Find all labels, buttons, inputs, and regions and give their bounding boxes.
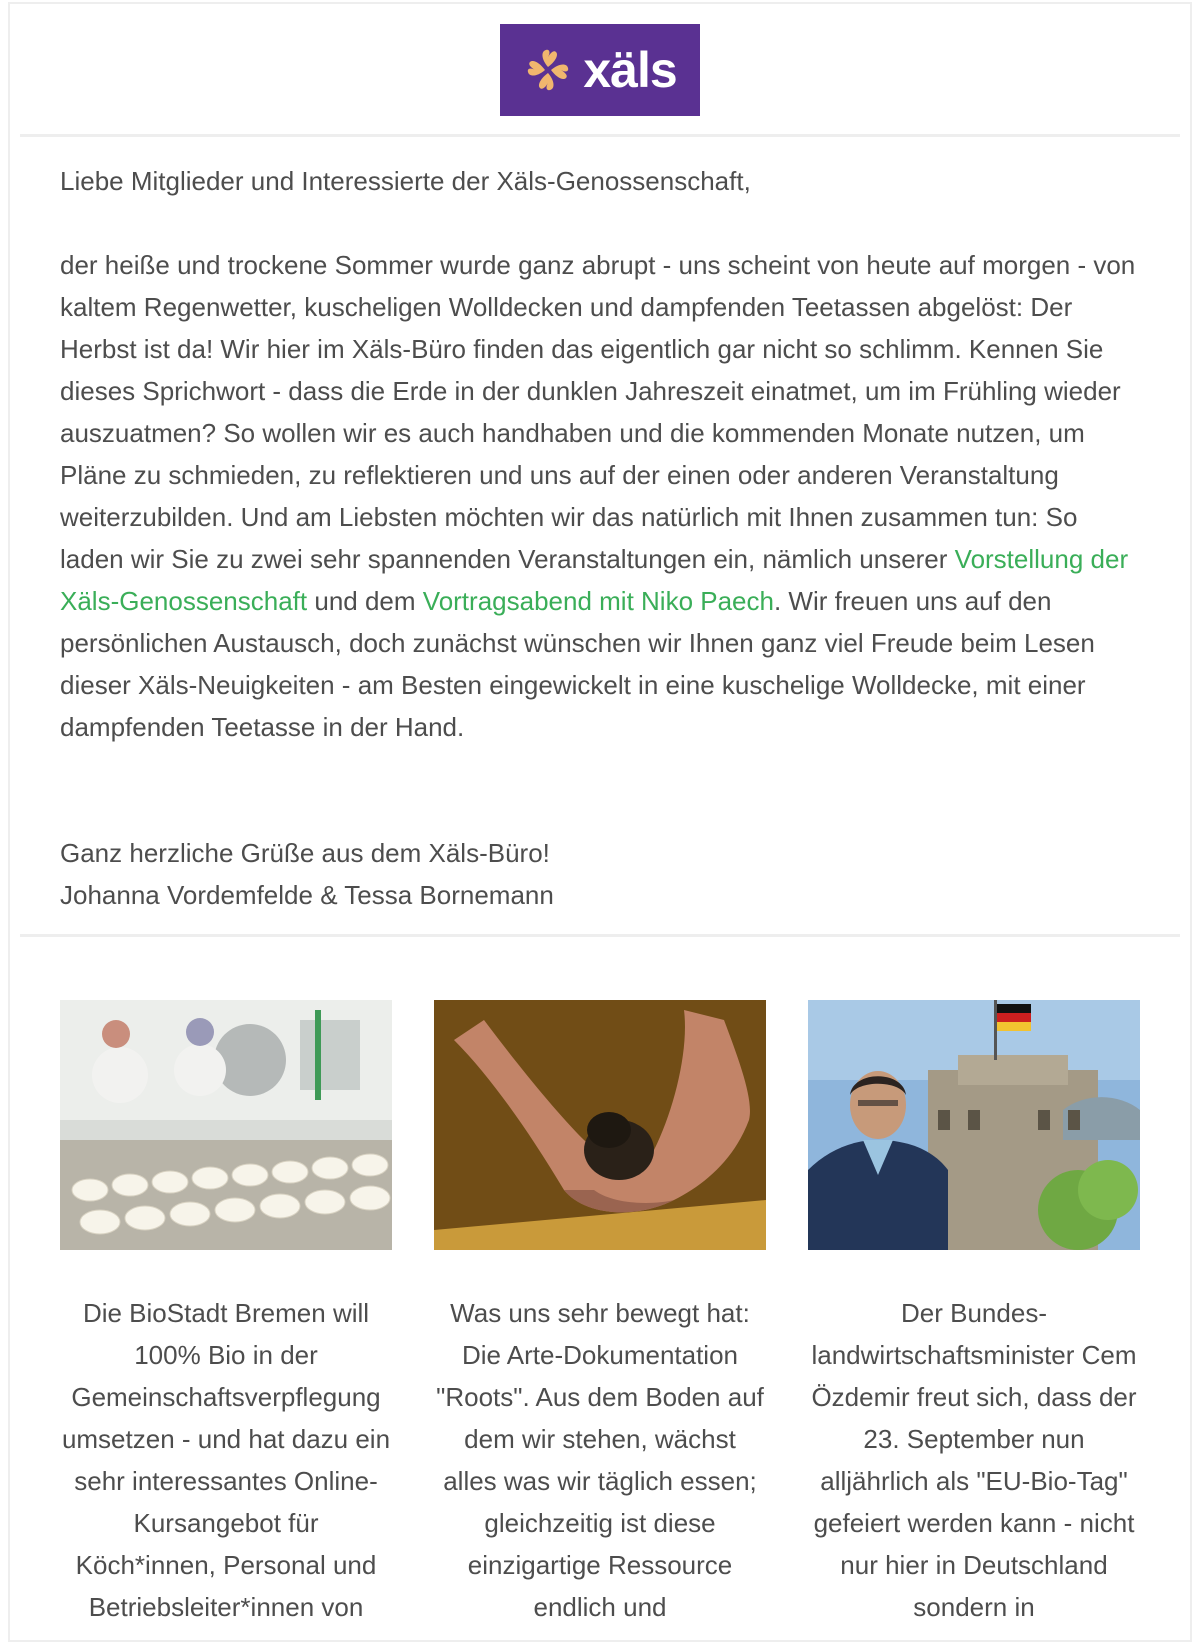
letter-greeting: Liebe Mitglieder und Interessierte der Xäls-Genossenschaft, bbox=[60, 166, 751, 196]
article-text: Der Bundes-landwirtschaftsminister Cem Özdemir freut sich, dass der 23. September nun alljährlich als "EU-Bio-Tag" gefeiert werden kann - nicht nur hier in Deutschland sondern in bbox=[811, 1298, 1137, 1622]
hands-soil-photo[interactable] bbox=[434, 1000, 766, 1250]
body-text-2: und dem bbox=[307, 586, 423, 616]
sign-greeting: Ganz herzliche Grüße aus dem Xäls-Büro! bbox=[60, 838, 550, 868]
article-card-eu-bio-tag bbox=[808, 1000, 1140, 1628]
body-text-1: der heiße und trockene Sommer wurde ganz abrupt - uns scheint von heute auf morgen - von kaltem Regenwetter, kuscheligen Wolldecken und dampfenden Teetassen abgelöst: Der Herbst ist da! Wir hier im Xäls-Büro finden das eigentlich gar nicht so schlimm. Kennen Sie dieses Sprichwort - dass die Erde in der dunklen Jahreszeit einatmet, um im Frühling wieder auszuatmen? So wollen wir es auch handhaben und die kommenden Monate nutzen, um Pläne zu schmieden, zu reflektieren und uns auf der einen oder anderen Veranstaltung weiterzubilden. Und am Liebsten möchten wir das natürlich mit Ihnen zusammen tun: So laden wir Sie zu zwei sehr spannenden Veranstaltungen ein, nämlich unserer bbox=[60, 250, 1136, 574]
article-text: Die BioStadt Bremen will 100% Bio in der Gemeinschaftsverpflegung umsetzen - und hat dazu ein sehr interessantes Online-Kursangebot für Köch*innen, Personal und Betriebsleiter*innen von bbox=[61, 1298, 391, 1622]
minister-reichstag-photo[interactable] bbox=[808, 1000, 1140, 1250]
cheese-kitchen-photo[interactable] bbox=[60, 1000, 392, 1250]
article-text: Was uns sehr bewegt hat: Die Arte-Dokumentation "Roots". Aus dem Boden auf dem wir stehen, wächst alles was wir täglich essen; gleichzeitig ist diese einzigartige Ressource endlich und bbox=[436, 1298, 764, 1622]
divider bbox=[20, 134, 1180, 137]
letter-signature bbox=[60, 832, 1140, 916]
link-vorstellung[interactable]: Vorstellung der Xäls-Genossenschaft bbox=[60, 544, 1129, 616]
divider bbox=[20, 934, 1180, 937]
letter-body bbox=[60, 244, 1140, 748]
clover-logo-icon bbox=[523, 45, 573, 95]
xaels-logo[interactable] bbox=[500, 24, 700, 116]
article-card-roots bbox=[434, 1000, 766, 1628]
logo-wordmark: xäls bbox=[583, 42, 677, 98]
sign-names: Johanna Vordemfelde & Tessa Bornemann bbox=[60, 880, 554, 910]
article-card-biostadt bbox=[60, 1000, 392, 1628]
body-text-3: . Wir freuen uns auf den persönlichen Austausch, doch zunächst wünschen wir Ihnen ganz viel Freude beim Lesen dieser Xäls-Neuigkeiten - am Besten eingewickelt in eine kuschelige Wolldecke, mit einer dampfenden Teetasse in der Hand. bbox=[60, 586, 1095, 742]
link-vortragsabend[interactable]: Vortragsabend mit Niko Paech bbox=[422, 586, 774, 616]
